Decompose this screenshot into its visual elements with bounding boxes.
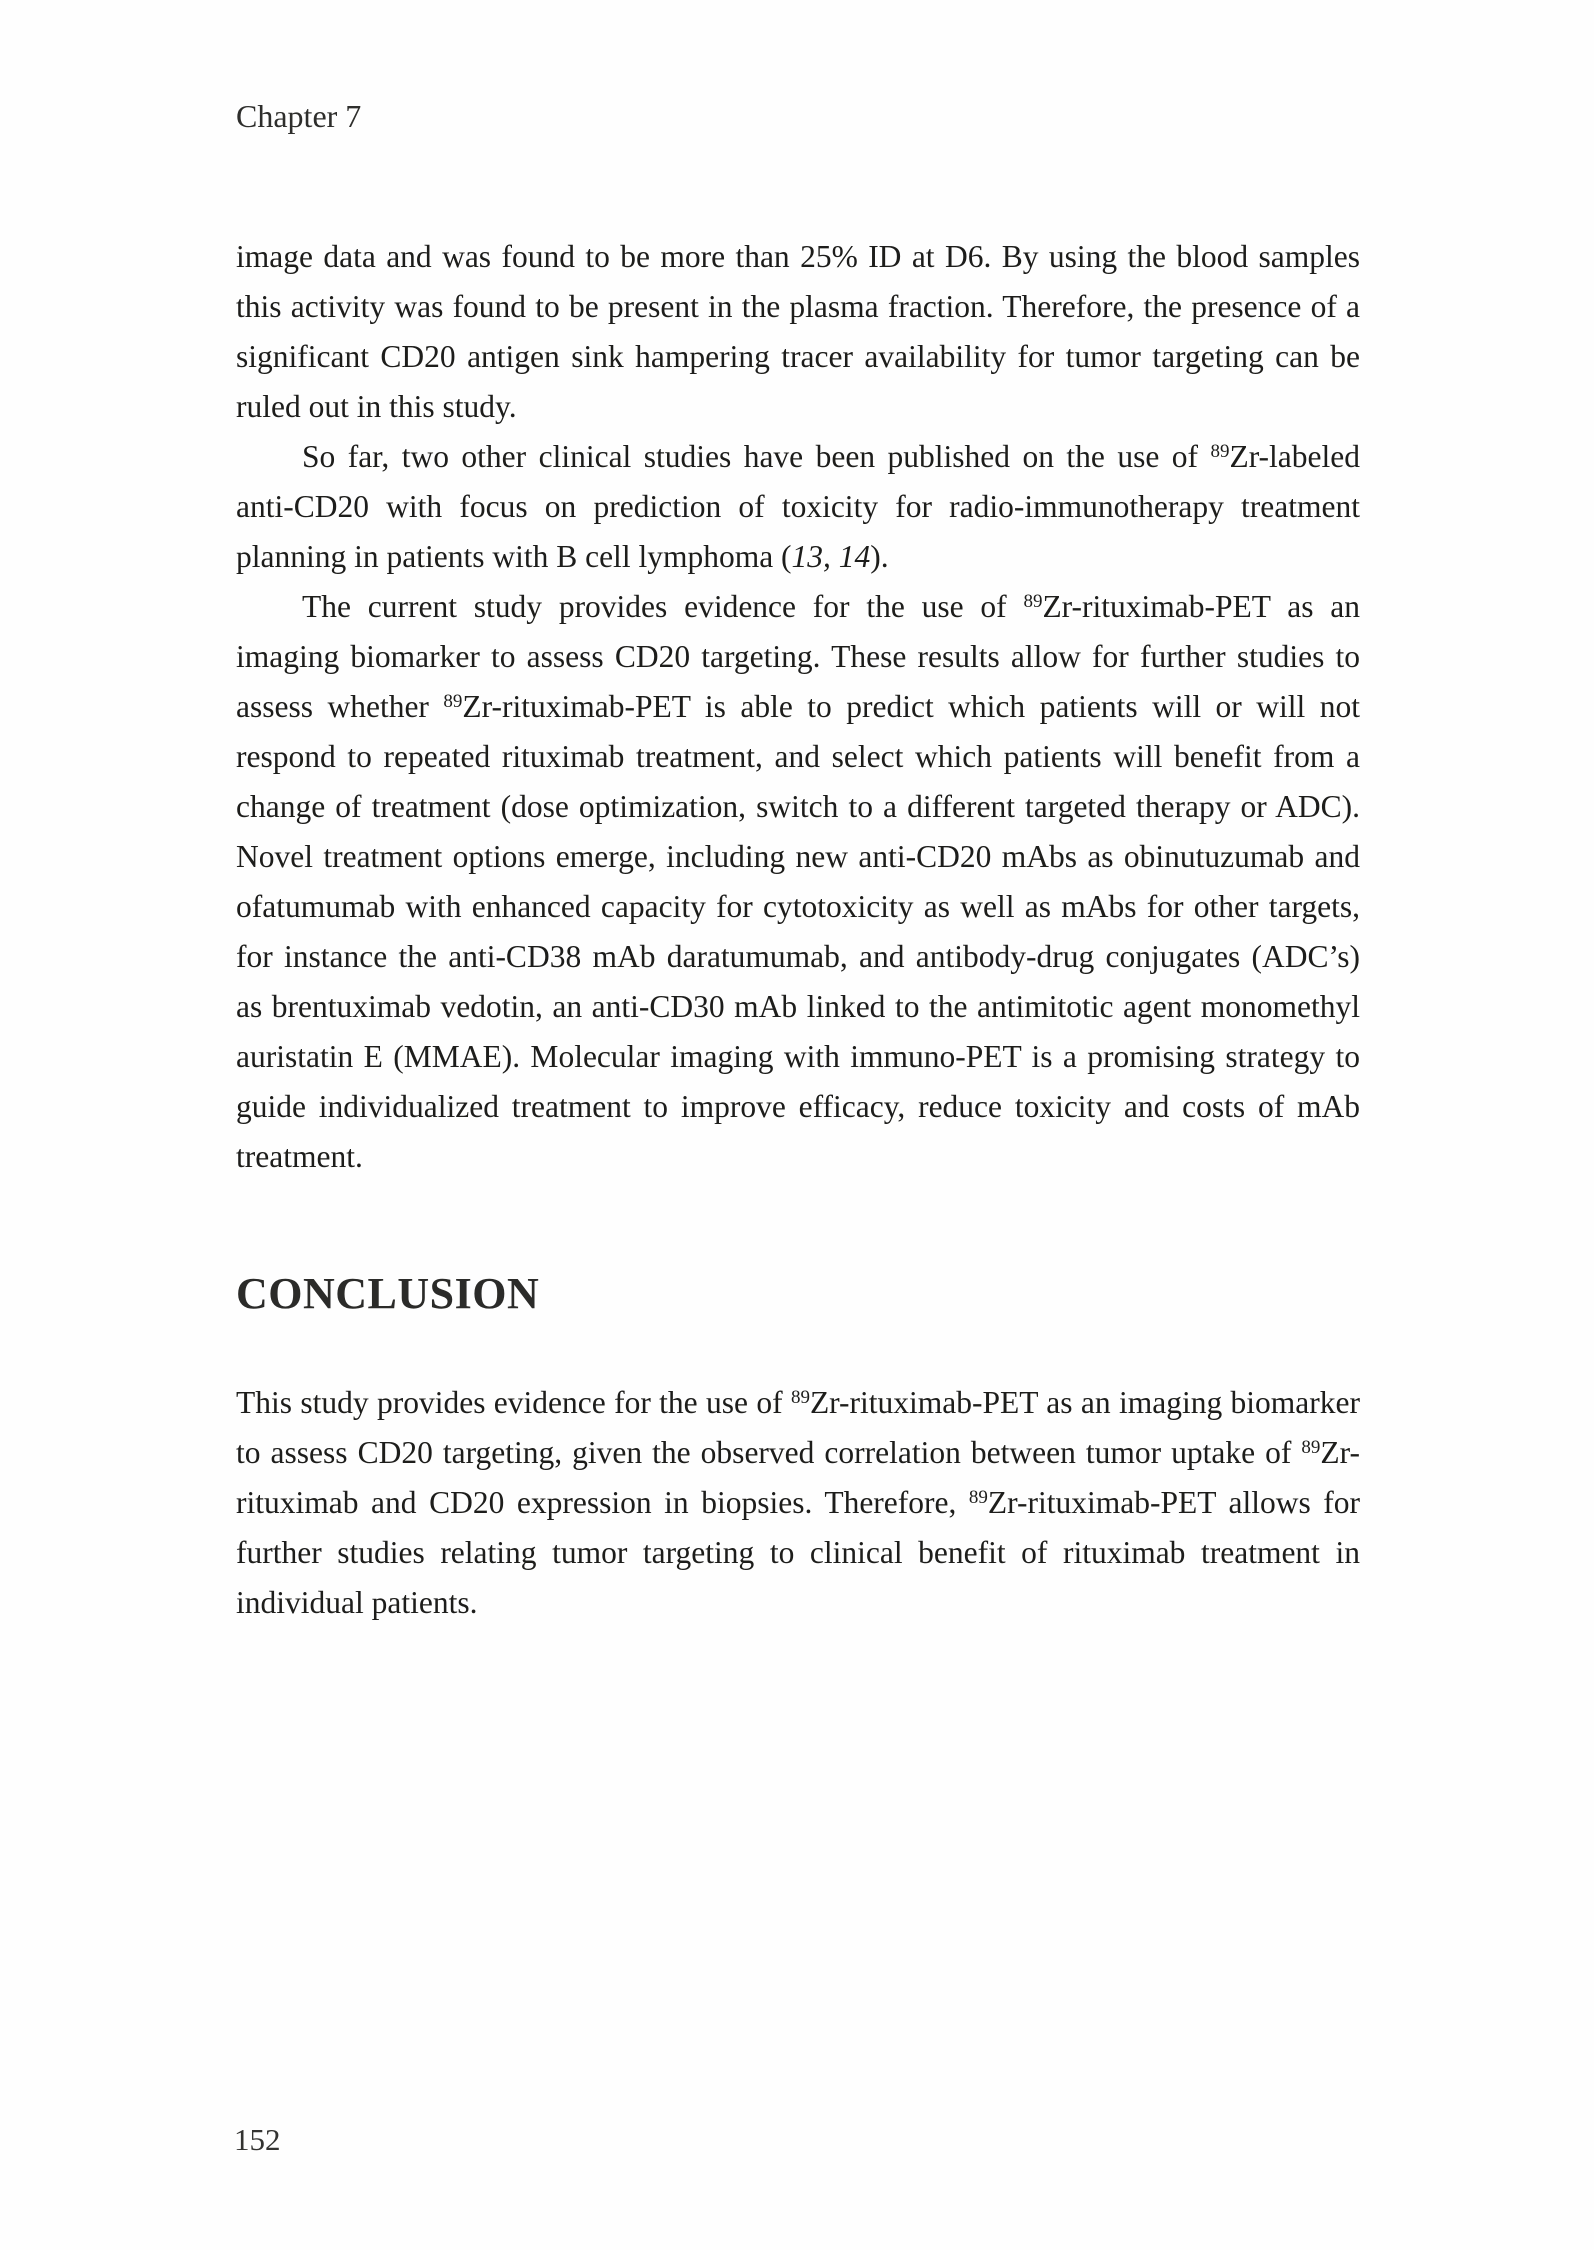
text-run: The current study provides evidence for the use of <box>302 589 1024 624</box>
isotope-superscript: 89 <box>968 1487 988 1509</box>
text-run: So far, two other clinical studies have been published on the use of <box>302 439 1211 474</box>
body-text <box>236 232 1360 1182</box>
text-run: Zr-labeled anti-CD20 with focus on prediction of toxicity for radio-immunotherapy treatment planning in patients with B cell lymphoma ( <box>236 439 1360 574</box>
text-run: Zr-rituximab-PET allows for further studies relating tumor targeting to clinical benefit of rituximab treatment in individual patients. <box>236 1485 1360 1620</box>
paragraph <box>236 232 1360 432</box>
paragraph <box>236 582 1360 1182</box>
page-number: 152 <box>234 2122 281 2157</box>
paragraph <box>236 1378 1360 1628</box>
text-run: This study provides evidence for the use of <box>236 1385 791 1420</box>
isotope-superscript: 89 <box>1210 441 1230 463</box>
text-run: Zr-rituximab-PET as an imaging biomarker to assess CD20 targeting, given the observed correlation between tumor uptake of <box>236 1385 1360 1470</box>
isotope-superscript: 89 <box>1301 1437 1321 1459</box>
isotope-superscript: 89 <box>1023 591 1043 613</box>
conclusion-text <box>236 1378 1360 1628</box>
text-run: Zr-rituximab-PET as an imaging biomarker to assess CD20 targeting. These results allow for further studies to assess whether <box>236 589 1360 724</box>
isotope-superscript: 89 <box>443 691 463 713</box>
running-header-chapter: Chapter 7 <box>236 98 362 134</box>
text-run: image data and was found to be more than 25% ID at D6. By using the blood samples this activity was found to be present in the plasma fraction. Therefore, the presence of a significant CD20 antigen sink hampering tracer availability for tumor targeting can be ruled out in this study. <box>236 239 1360 424</box>
conclusion-heading: CONCLUSION <box>236 1269 540 1318</box>
text-run: Zr-rituximab and CD20 expression in biopsies. Therefore, <box>236 1435 1360 1520</box>
text-column <box>236 232 1360 1628</box>
text-run: ). <box>870 539 889 574</box>
reference-citation: 13, 14 <box>791 539 871 574</box>
isotope-superscript: 89 <box>790 1387 810 1409</box>
conclusion-section <box>236 1270 1360 1628</box>
paragraph <box>236 432 1360 582</box>
text-run: Zr-rituximab-PET is able to predict which patients will or will not respond to repeated rituximab treatment, and select which patients will benefit from a change of treatment (dose optimization, switch to a different targeted therapy or ADC). Novel treatment options emerge, including new anti-CD20 mAbs as obinutuzumab and ofatumumab with enhanced capacity for cytotoxicity as well as mAbs for other targets, for instance the anti-CD38 mAb daratumumab, and antibody-drug conjugates (ADC’s) as brentuximab vedotin, an anti-CD30 mAb linked to the antimitotic agent monomethyl auristatin E (MMAE). Molecular imaging with immuno-PET is a promising strategy to guide individualized treatment to improve efficacy, reduce toxicity and costs of mAb treatment. <box>236 689 1360 1174</box>
